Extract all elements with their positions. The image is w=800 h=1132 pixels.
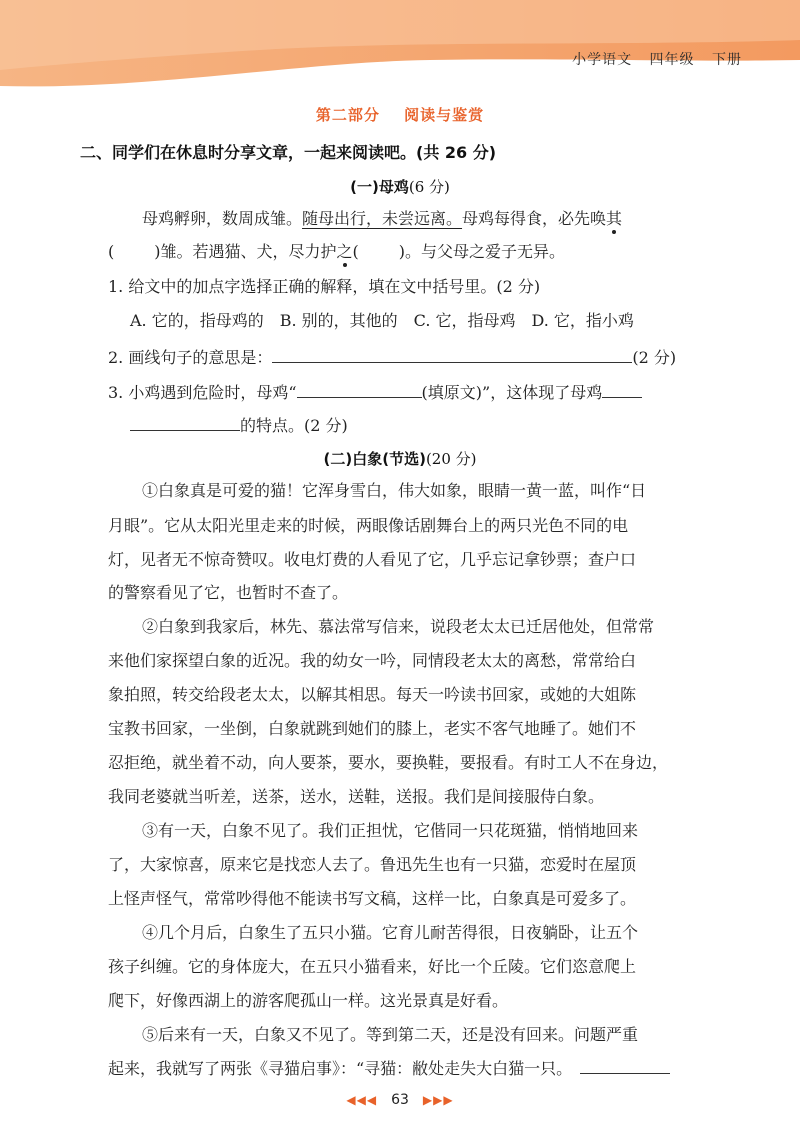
passage1-q3-a: 3. 小鸡遇到危险时，母鸡“ [108,383,297,402]
section-part: 第二部分 [315,106,380,124]
passage2-line: 宝教书回家，一坐倒，白象就跳到她们的膝上，老实不客气地睡了。她们不 [108,719,637,738]
passage1-line2 [108,241,565,263]
passage1-q2-text: 2. 画线句子的意思是： [108,348,273,367]
section-title [0,104,800,125]
passage2-line: 上怪声怪气，常常吵得他不能读书写文稿，这样一比，白象真是可爱多了。 [108,889,637,908]
passage2-line: 来他们家探望白象的近况。我的幼女一吟，同情段老太太的离愁，常常给白 [108,651,637,670]
next-arrows-icon: ▶▶▶ [422,1093,454,1107]
passage1-q3-c: 的特点。(2 分) [240,416,348,435]
passage1-points: (6 分) [408,178,450,196]
passage2-line: ②白象到我家后，林先、慕法常写信来，说段老太太已迁居他处，但常常 [142,617,655,636]
passage2-line: ①白象真是可爱的猫！它浑身雪白，伟大如象，眼睛一黄一蓝，叫作“日 [142,481,647,500]
passage1-q2-points: (2 分) [632,348,677,367]
header-info [560,49,742,69]
passage1-q3-b: (填原文)”，这体现了母鸡 [421,383,603,402]
passage1-title [0,176,800,197]
prev-arrows-icon: ◀◀◀ [346,1093,378,1107]
passage1-text-a: 母鸡孵卵，数周成雏。 [142,209,303,228]
dotted-char-2: 之 [336,242,353,261]
passage1-q1: 1. 给文中的加点字选择正确的解释，填在文中括号里。(2 分) [108,277,541,296]
passage1-q2 [108,346,676,369]
passage1-q3 [108,381,642,404]
passage2-line-text: 起来，我就写了两张《寻猫启事》：“寻猫：敝处走失大白猫一只。 [108,1059,573,1078]
passage2-title-text: (二)白象(节选) [323,450,426,468]
passage1-line2-d: )。与父母之爱子无异。 [398,242,566,261]
passage2-answer-blank[interactable] [580,1057,670,1074]
paren-open-2: ( [352,242,359,261]
passage2-points: (20 分) [425,450,477,468]
passage2-line: ③有一天，白象不见了。我们正担忧，它偕同一只花斑猫，悄悄地回来 [142,821,639,840]
underlined-sentence: 随母出行，未尝远离。 [302,209,463,228]
passage1-text-c: 母鸡每得食，必先唤 [462,209,607,228]
passage2-line: 爬下，好像西湖上的游客爬孤山一样。这光景真是好看。 [108,991,509,1010]
page-footer [0,1092,800,1108]
passage2-line: 了，大家惊喜，原来它是找恋人去了。鲁迅先生也有一只猫，恋爱时在屋顶 [108,855,637,874]
header-grade: 四年级 [649,52,695,68]
passage1-line1 [142,208,622,230]
dotted-char-1: 其 [606,209,623,228]
q3-answer-blank-2[interactable] [602,381,642,398]
passage1-title-text: (一)母鸡 [350,178,409,196]
passage2-line: 的警察看见了它，也暂时不查了。 [108,583,349,602]
page-number: 63 [391,1092,409,1108]
passage1-line2-b: )雏。若遇猫、犬，尽力护 [154,242,337,261]
paren-open-1: ( [108,242,115,261]
section-name: 阅读与鉴赏 [404,106,485,124]
q3-answer-blank-3[interactable] [130,414,240,431]
passage2-line: 孩子纠缠。它的身体庞大，在五只小猫看来，好比一个丘陵。它们恣意爬上 [108,957,637,976]
passage2-line: 象拍照，转交给段老太太，以解其相思。每天一吟读书回家，或她的大姐陈 [108,685,637,704]
passage2-title [0,448,800,469]
question-title: 二、同学们在休息时分享文章，一起来阅读吧。(共 26 分) [80,143,497,162]
header-volume: 下册 [712,52,742,68]
passage2-line: 月眼”。它从太阳光里走来的时候，两眼像话剧舞台上的两只光色不同的电 [108,516,629,535]
passage2-line: ④几个月后，白象生了五只小猫。它育儿耐苦得很，日夜躺卧，让五个 [142,923,639,942]
header-subject: 小学语文 [572,52,633,68]
passage2-line: 忍拒绝，就坐着不动，向人要茶，要水，要换鞋，要报看。有时工人不在身边， [108,753,669,772]
q2-answer-blank[interactable] [272,346,632,363]
passage1-q3-line2 [130,414,348,437]
passage1-q1-options: A. 它的，指母鸡的 B. 别的，其他的 C. 它，指母鸡 D. 它，指小鸡 [130,311,634,330]
passage2-line-last [108,1057,670,1080]
header-band [0,0,800,90]
passage2-line: 我同老婆就当听差，送茶，送水，送鞋，送报。我们是间接服侍白象。 [108,787,605,806]
passage2-line: ⑤后来有一天，白象又不见了。等到第二天，还是没有回来。问题严重 [142,1025,639,1044]
q3-answer-blank-1[interactable] [297,381,422,398]
passage2-line: 灯，见者无不惊奇赞叹。收电灯费的人看见了它，几乎忘记拿钞票；查户口 [108,550,637,569]
